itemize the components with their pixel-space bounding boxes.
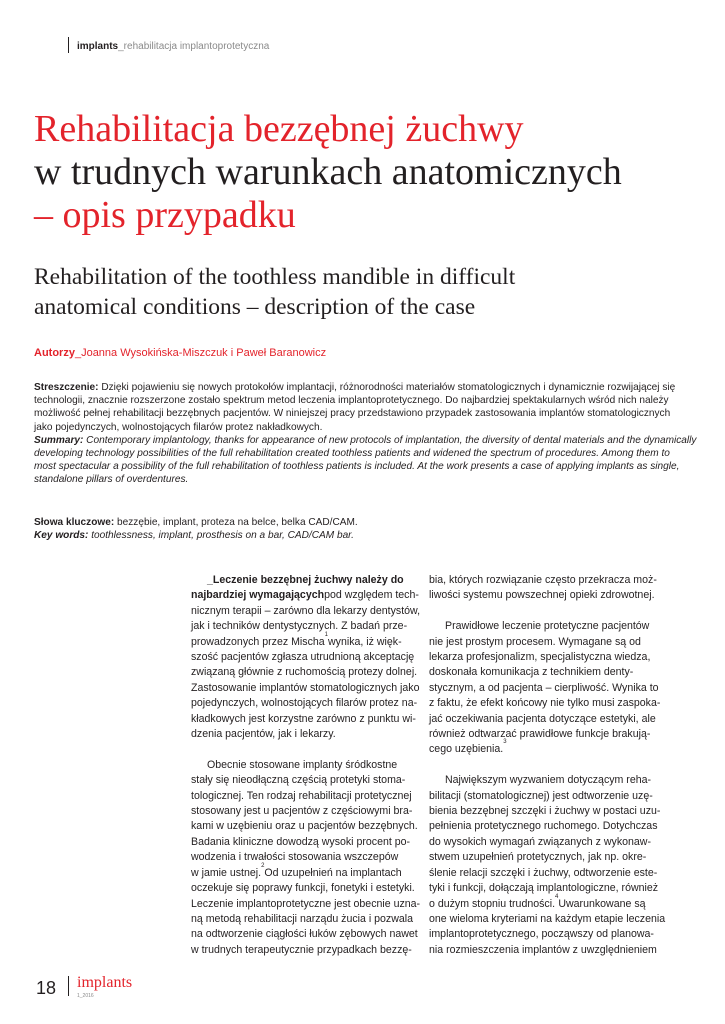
running-head-section: implants [77, 41, 119, 52]
text-line: implantoprotetycznego, począwszy od planowa- [429, 928, 654, 941]
text-line: stosowany jest u pacjentów z częściowymi bra- [191, 805, 413, 818]
authors [34, 347, 326, 359]
subtitle-line-1: Rehabilitation of the toothless mandible in difficult [34, 264, 516, 290]
text-line: Badania kliniczne dowodzą wysoki procent po- [191, 835, 411, 848]
keywords-en: Key words: toothlessness, implant, prosthesis on a bar, CAD/CAM bar. [34, 530, 354, 542]
text-line: liwości systemu powszechnej opieki zdrowotnej. [429, 589, 655, 602]
title-line-3: – opis przypadku [34, 194, 296, 236]
running-head [77, 41, 269, 52]
text-line: kładkowych jest korzystne zarówno z punktu wi- [191, 712, 416, 725]
text-line: wodzenia i trwałości stosowania wszczepów [191, 851, 399, 864]
text-line: _Leczenie bezzębnej żuchwy należy do [207, 574, 404, 586]
text-line: najbardziej wymagających pod względem tech- [191, 589, 419, 602]
abstract-pl-line: technologii, znacznie rozszerzone zostało spektrum metod leczenia implantoprotetycznego. Do najbardziej spektakularnych wśród nich należy [34, 395, 669, 407]
text-line: nia rozmieszczenia implantów z uwzględnieniem [429, 943, 657, 956]
text-line: nie jest prostym procesem. Wymagane są od [429, 635, 641, 648]
text-line: do wysokich wymagań związanych z wykonaw- [429, 835, 651, 848]
abstract-en-line: standalone pillars of overdentures. [34, 474, 189, 486]
reference-marker: 2 [261, 862, 265, 869]
text-line: Prawidłowe leczenie protetyczne pacjentów [445, 620, 650, 633]
authors-names: _Joanna Wysokińska-Miszczuk i Paweł Baranowicz [74, 347, 327, 359]
subtitle-line-2: anatomical conditions – description of the case [34, 294, 476, 320]
footer-divider [68, 976, 69, 996]
title-line-1: Rehabilitacja bezzębnej żuchwy [34, 108, 524, 150]
footer-brand-logo: implants [77, 974, 133, 991]
title-line-2: w trudnych warunkach anatomicznych [34, 151, 622, 193]
abstract [34, 381, 697, 487]
text-line: o dużym stopniu trudności. 4 Uwarunkowane są [429, 897, 655, 912]
text-line: jać oczekiwania pacjenta dotyczące estetyki, ale [429, 712, 656, 725]
reference-marker: 4 [555, 893, 559, 900]
text-line: kami w uzębieniu oraz u pacjentów bezzębnych. [191, 820, 418, 833]
text-line: Leczenie implantoprotetyczne jest obecnie uzna- [191, 897, 421, 910]
text-line: w jamie ustnej. 2 Od uzupełnień na implantach [191, 866, 413, 881]
text-line: w trudnych terapeutycznie przypadkach bezzę- [191, 943, 412, 956]
abstract-en-label: Summary: [34, 434, 84, 446]
abstract-en-line: Summary: Contemporary implantology, thanks for appearance of new protocols of implantation, the diversity of dental materials and the dynamically [34, 434, 697, 446]
article-subtitle [34, 262, 714, 322]
text-line: ślenie relacji szczęki i żuchwy, odtworzenie este- [429, 866, 658, 879]
article-title [34, 108, 714, 237]
text-line: doskonała komunikacja z technikiem denty- [429, 666, 634, 679]
text-line: pojedynczych, wolnostojących filarów protez na- [191, 697, 418, 710]
abstract-pl-line: jako pojedynczych, wolnostojących filarów protez nakładkowych. [34, 421, 323, 433]
text-line: stwem uzupełnień protetycznych, jak np. okre- [429, 851, 647, 864]
text-line: tyki i funkcji, dołączają implantologiczne, również [429, 882, 659, 895]
body-column-1 [191, 573, 421, 958]
text-line: Największym wyzwaniem dotyczącym reha- [445, 774, 652, 787]
abstract-pl-line: Streszczenie: Dzięki pojawieniu się nowych protokołów implantacji, różnorodności materiałów stomatologicznych i dynamicznie rozwijającej się [34, 382, 676, 393]
abstract-pl-line: możliwość pełnej rehabilitacji bezzębnych pacjentów. W niniejszej pracy przedstawiono przypadek zastosowania implantów stomatologicznych [34, 408, 671, 420]
text-line: Zastosowanie implantów stomatologicznych jako [191, 681, 420, 694]
text-line: prowadzonych przez Mischa 1 wynika, iż więk- [191, 635, 413, 650]
text-line: bia, których rozwiązanie często przekracza moż- [429, 574, 657, 586]
text-line: pełnienia protetycznego ruchomego. Dotychczas [429, 820, 658, 833]
keywords [34, 516, 660, 542]
keywords-pl: Słowa kluczowe: bezzębie, implant, proteza na belce, belka CAD/CAM. [34, 517, 358, 528]
text-line: dzenia pacjentów, jak i lekarzy. [191, 728, 336, 741]
authors-label: Autorzy [34, 347, 75, 359]
text-line: szość pacjentów zgłasza utrudnioną akceptację [191, 651, 415, 664]
page-number: 18 [36, 978, 57, 998]
text-line: tologicznej. Ten rodzaj rehabilitacji protetycznej [191, 789, 412, 802]
abstract-en-line: most spectacular a possibility of the full rehabilitation of toothless patients is included. At the work presents a case of applying implants as single, [34, 461, 680, 473]
text-line: one wieloma kryteriami na każdym etapie leczenia [429, 912, 666, 925]
text-line: bienia bezzębnej szczęki i żuchwy w postaci uzu- [429, 805, 661, 818]
text-line: jak i techników dentystycznych. Z badań prze- [191, 620, 408, 633]
text-line: bilitacji (stomatologicznej) jest odtworzenie uzę- [429, 789, 653, 802]
text-line: również odtwarzać prawidłowe funkcje brakują- [429, 728, 651, 741]
text-line: ną metodą rehabilitacji narządu żucia i pozwala [191, 912, 414, 925]
body-column-2 [429, 573, 666, 958]
reference-marker: 1 [324, 631, 329, 638]
text-line: na odtworzenie ciągłości łuków zębowych nawet [191, 928, 418, 941]
abstract-en-line: developing technology possibilities of the full rehabilitation created toothless patients and widened the spectrum of procedures. Among them to [34, 448, 670, 460]
text-line: stały się nieodłączną częścią protetyki stoma- [191, 774, 406, 787]
header-divider [68, 37, 69, 53]
text-line: związaną głównie z ruchomością protezy dolnej. [191, 666, 418, 679]
text-line: stycznym, a od pacjenta – cierpliwość. Wynika to [429, 681, 659, 694]
abstract-pl-label: Streszczenie: [34, 382, 99, 393]
text-line: Obecnie stosowane implanty śródkostne [207, 758, 398, 771]
text-line: nicznym terapii – zarówno dla lekarzy dentystów, [191, 604, 421, 617]
text-line: cego uzębienia. 3 [429, 742, 655, 757]
running-head-subsection: _rehabilitacja implantoprotetyczna [118, 41, 270, 52]
text-line: oczekuje się poprawy funkcji, fonetyki i estetyki. [191, 882, 415, 895]
footer-issue: 1_2016 [77, 993, 94, 999]
text-line: z faktu, że efekt końcowy nie tylko musi zaspoka- [429, 697, 661, 710]
text-line: lekarza profesjonalizm, specjalistyczna wiedza, [429, 651, 651, 664]
reference-marker: 3 [503, 739, 507, 746]
